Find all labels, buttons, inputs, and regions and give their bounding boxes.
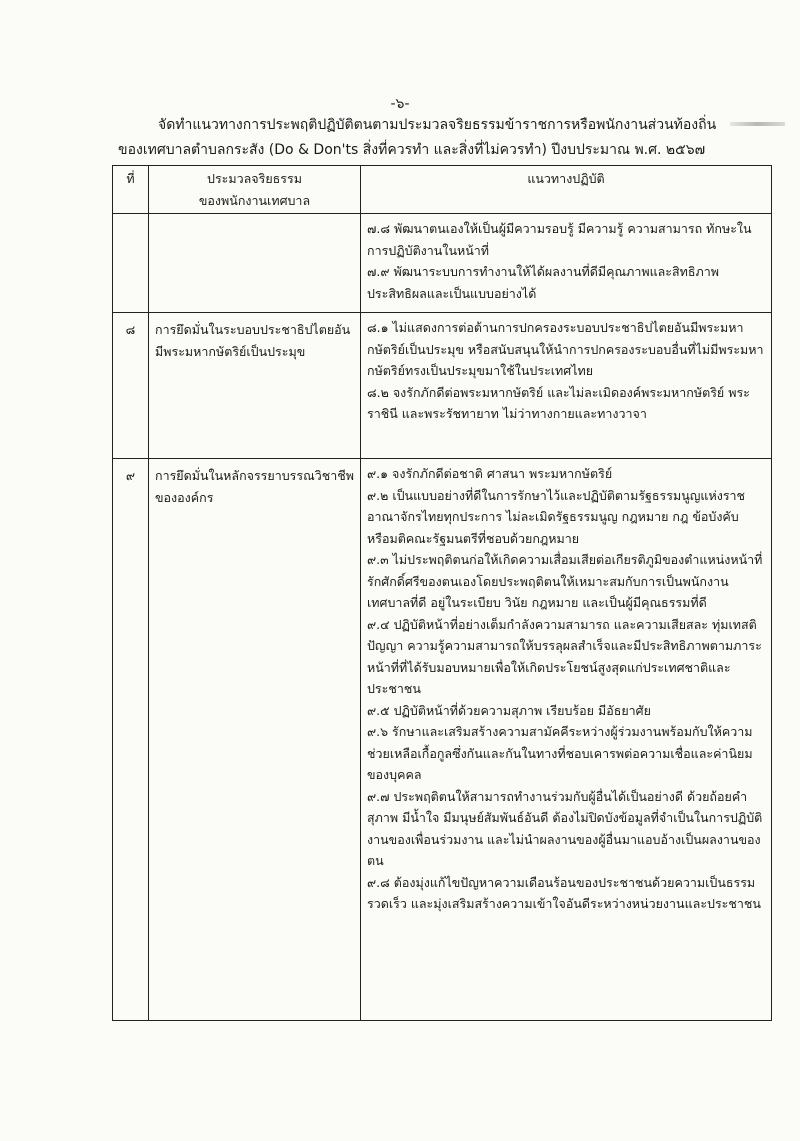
guideline-item: ๗.๘ พัฒนาตนเองให้เป็นผู้มีความรอบรู้ มีความรู้ ความสามารถ ทักษะในการปฏิบัติงานในหน้าที่ — [367, 221, 752, 258]
ethics-guideline-table — [112, 165, 772, 1021]
guideline-item: ๙.๘ ต้องมุ่งแก้ไขปัญหาความเดือนร้อนของประชาชนด้วยความเป็นธรรม รวดเร็ว และมุ่งเสริมสร้างความเข้าใจอันดีระหว่างหน่วยงานและประชาชน — [367, 874, 761, 911]
row-guidelines — [361, 459, 772, 1021]
guideline-item: ๙.๑ จงรักภักดีต่อชาติ ศาสนา พระมหากษัตริย์ — [367, 466, 613, 481]
guideline-item: ๙.๒ เป็นแบบอย่างที่ดีในการรักษาไว้และปฏิบัติตามรัฐธรรมนูญแห่งราชอาณาจักรไทยทุกประการ ไม่ละเมิดรัฐธรรมนูญ กฎหมาย กฎ ข้อบังคับ หรือมติคณะรัฐมนตรีที่ชอบด้วยกฎหมาย — [367, 487, 746, 546]
page-number: -๖- — [390, 96, 410, 112]
row-ethics-code — [149, 214, 361, 313]
row-number: ๙ — [113, 459, 149, 1021]
guideline-item: ๘.๒ จงรักภักดีต่อพระมหากษัตริย์ และไม่ละเมิดองค์พระมหากษัตริย์ พระราชินี และพระรัชทายาท ไม่ว่าทางกายและทางวาจา — [367, 384, 750, 421]
row-ethics-code: การยึดมั่นในหลักจรรยาบรรณวิชาชีพขององค์กร — [149, 459, 361, 1021]
document-title-line-1: จัดทำแนวทางการประพฤติปฏิบัติตนตามประมวลจริยธรรมข้าราชการหรือพนักงานส่วนท้องถิ่น — [158, 117, 717, 133]
row-guidelines — [361, 214, 772, 313]
row-number: ๘ — [113, 313, 149, 459]
guideline-item: ๗.๙ พัฒนาระบบการทำงานให้ได้ผลงานที่ดีมีคุณภาพและสิทธิภาพ ประสิทธิผลและเป็นแบบอย่างได้ — [367, 264, 720, 301]
document-title-line-2: ของเทศบาลตำบลกระสัง (Do & Don'ts สิ่งที่ควรทำ และสิ่งที่ไม่ควรทำ) ปีงบประมาณ พ.ศ. ๒๕๖๗ — [118, 142, 706, 158]
header-guideline: แนวทางปฏิบัติ — [361, 166, 772, 214]
row-guidelines — [361, 313, 772, 459]
table-row — [113, 313, 772, 459]
header-ethics-code-line-1: ประมวลจริยธรรม — [207, 171, 302, 186]
guideline-item: ๙.๗ ประพฤติตนให้สามารถทำงานร่วมกับผู้อื่นได้เป็นอย่างดี ด้วยถ้อยคำสุภาพ มีน้ำใจ มีมนุษย์สัมพันธ์อันดี ต้องไม่ปิดบังข้อมูลที่จำเป็นในการปฏิบัติงานของเพื่อนร่วมงาน และไม่นำผลงานของผู้อื่นมาแอบอ้างเป็นผลงานของตน — [367, 788, 763, 868]
guideline-item: ๙.๓ ไม่ประพฤติตนก่อให้เกิดความเสื่อมเสียต่อเกียรติภูมิของตำแหน่งหน้าที่ รักศักดิ์ศรีของตนเองโดยประพฤติตนให้เหมาะสมกับการเป็นพนักงานเทศบาลที่ดี อยู่ในระเบียบ วินัย กฎหมาย และเป็นผู้มีคุณธรรมที่ดี — [367, 552, 763, 610]
header-ethics-code-line-2: ของพนักงานเทศบาล — [198, 192, 311, 208]
table-row — [113, 459, 772, 1021]
row-number — [113, 214, 149, 313]
guideline-item: ๙.๕ ปฏิบัติหน้าที่ด้วยความสุภาพ เรียบร้อย มีอัธยาศัย — [367, 702, 651, 718]
header-ethics-code — [149, 166, 361, 214]
row-ethics-code: การยึดมั่นในระบอบประชาธิปไตยอันมีพระมหากษัตริย์เป็นประมุข — [149, 313, 361, 459]
table-header-row — [113, 166, 772, 214]
guideline-item: ๙.๔ ปฏิบัติหน้าที่อย่างเต็มกำลังความสามารถ และความเสียสละ ทุ่มเทสติปัญญา ความรู้ความสามารถให้บรรลุผลสำเร็จและมีประสิทธิภาพตามภาระหน้าที่ที่ได้รับมอบหมายเพื่อให้เกิดประโยชน์สูงสุดแก่ประเทศชาติและประชาชน — [367, 616, 762, 696]
table-row — [113, 214, 772, 313]
guideline-item: ๘.๑ ไม่แสดงการต่อต้านการปกครองระบอบประชาธิปไตยอันมีพระมหากษัตริย์เป็นประมุข หรือสนับสนุนให้นำการปกครองระบอบอื่นที่ไม่มีพระมหากษัตริย์ทรงเป็นประมุขมาใช้ในประเทศไทย — [367, 320, 764, 378]
guideline-item: ๙.๖ รักษาและเสริมสร้างความสามัคคีระหว่างผู้ร่วมงานพร้อมกับให้ความช่วยเหลือเกื้อกูลซึ่งกันและกันในทางที่ชอบเคารพต่อความเชื่อและค่านิยมของบุคคล — [367, 724, 753, 782]
header-no: ที่ — [113, 166, 149, 214]
